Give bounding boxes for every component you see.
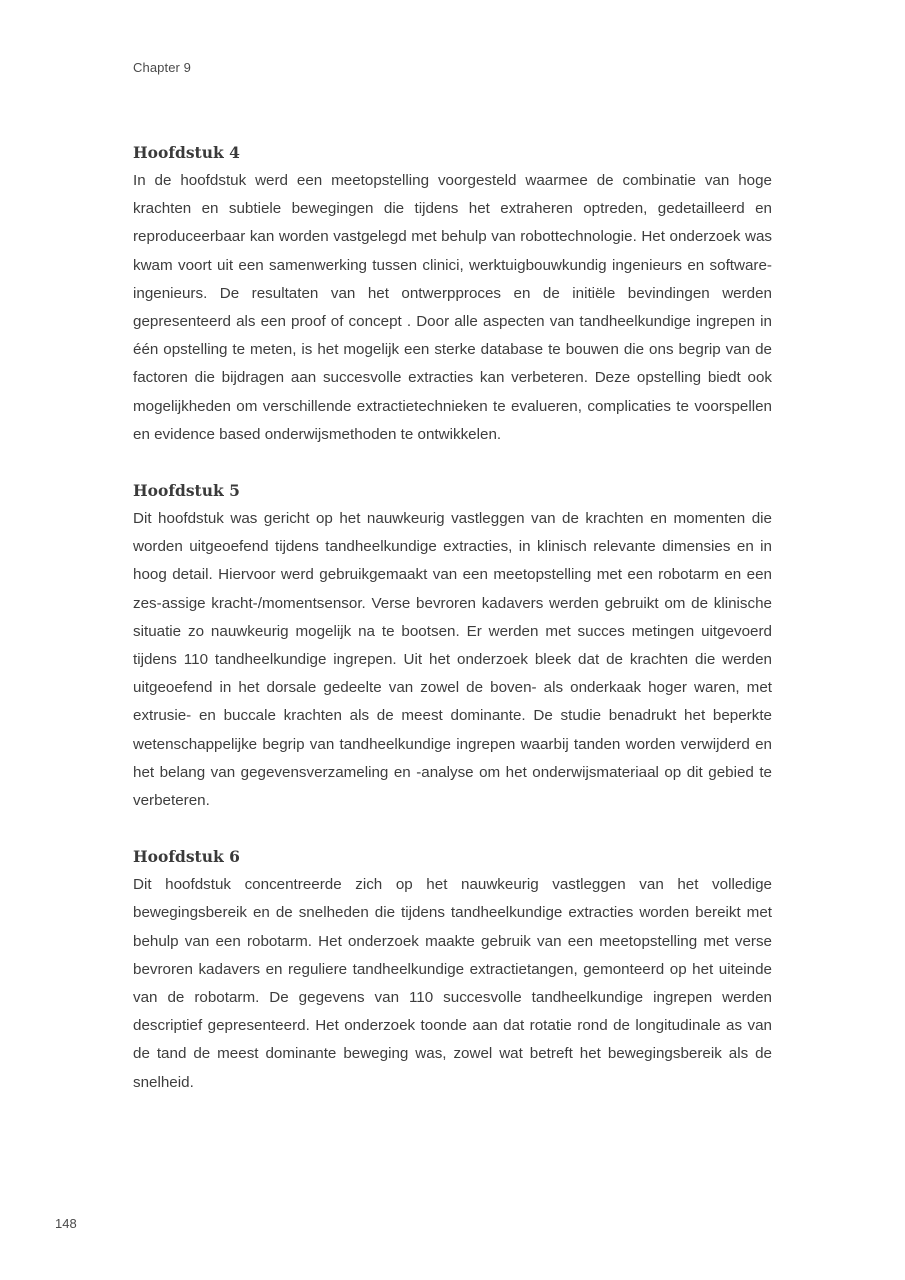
section-paragraph: Dit hoofdstuk was gericht op het nauwkeurig vastleggen van de krachten en momenten die worden uitgeoefend tijdens tandheelkundige extracties, in klinisch relevante dimensies en in hoog detail. Hiervoor werd gebruikgemaakt van een meetopstelling met een robotarm en een zes-assige kracht-/momentsensor. Verse bevroren kadavers werden gebruikt om de klinische situatie zo nauwkeurig mogelijk na te bootsen. Er werden met succes metingen uitgevoerd tijdens 110 tandheelkundige ingrepen. Uit het onderzoek bleek dat de krachten die werden uitgeoefend in het dorsale gedeelte van zowel de boven- als onderkaak hoger waren, met extrusie- en buccale krachten als de meest dominante. De studie benadrukt het beperkte wetenschappelijke begrip van tandheelkundige ingrepen waarbij tanden worden verwijderd en het belang van gegevensverzameling en -analyse om het onderwijsmateriaal op dit gebied te verbeteren. [133, 510, 772, 810]
section-heading: Hoofdstuk 6 [133, 847, 240, 867]
section-hoofdstuk-4 [133, 139, 772, 449]
running-header: Chapter 9 [133, 60, 191, 75]
section-paragraph: In de hoofdstuk werd een meetopstelling voorgesteld waarmee de combinatie van hoge krachten en subtiele bewegingen die tijdens het extraheren optreden, gedetailleerd en reproduceerbaar kan worden vastgelegd met behulp van robottechnologie. Het onderzoek was kwam voort uit een samenwerking tussen clinici, werktuigbouwkundig ingenieurs en software-ingenieurs. De resultaten van het ontwerpproces en de initiële bevindingen werden gepresenteerd als een proof of concept . Door alle aspecten van tandheelkundige ingrepen in één opstelling te meten, is het mogelijk een sterke database te bouwen die ons begrip van de factoren die bijdragen aan succesvolle extracties kan verbeteren. Deze opstelling biedt ook mogelijkheden om verschillende extractietechnieken te evalueren, complicaties te voorspellen en evidence based onderwijsmethoden te ontwikkelen. [133, 172, 772, 443]
section-hoofdstuk-6 [133, 843, 772, 1097]
page-number: 148 [55, 1216, 77, 1231]
section-heading: Hoofdstuk 4 [133, 143, 240, 162]
page-content [133, 139, 772, 1125]
section-hoofdstuk-5 [133, 477, 772, 815]
section-heading: Hoofdstuk 5 [133, 481, 240, 501]
section-paragraph: Dit hoofdstuk concentreerde zich op het nauwkeurig vastleggen van het volledige bewegingsbereik en de snelheden die tijdens tandheelkundige extracties worden bereikt met behulp van een robotarm. Het onderzoek maakte gebruik van een meetopstelling met verse bevroren kadavers en reguliere tandheelkundige extractietangen, gemonteerd op het uiteinde van de robotarm. De gegevens van 110 succesvolle tandheelkundige ingrepen werden descriptief gepresenteerd. Het onderzoek toonde aan dat rotatie rond de longitudinale as van de tand de meest dominante beweging was, zowel wat betreft het bewegingsbereik als de snelheid. [133, 876, 772, 1091]
